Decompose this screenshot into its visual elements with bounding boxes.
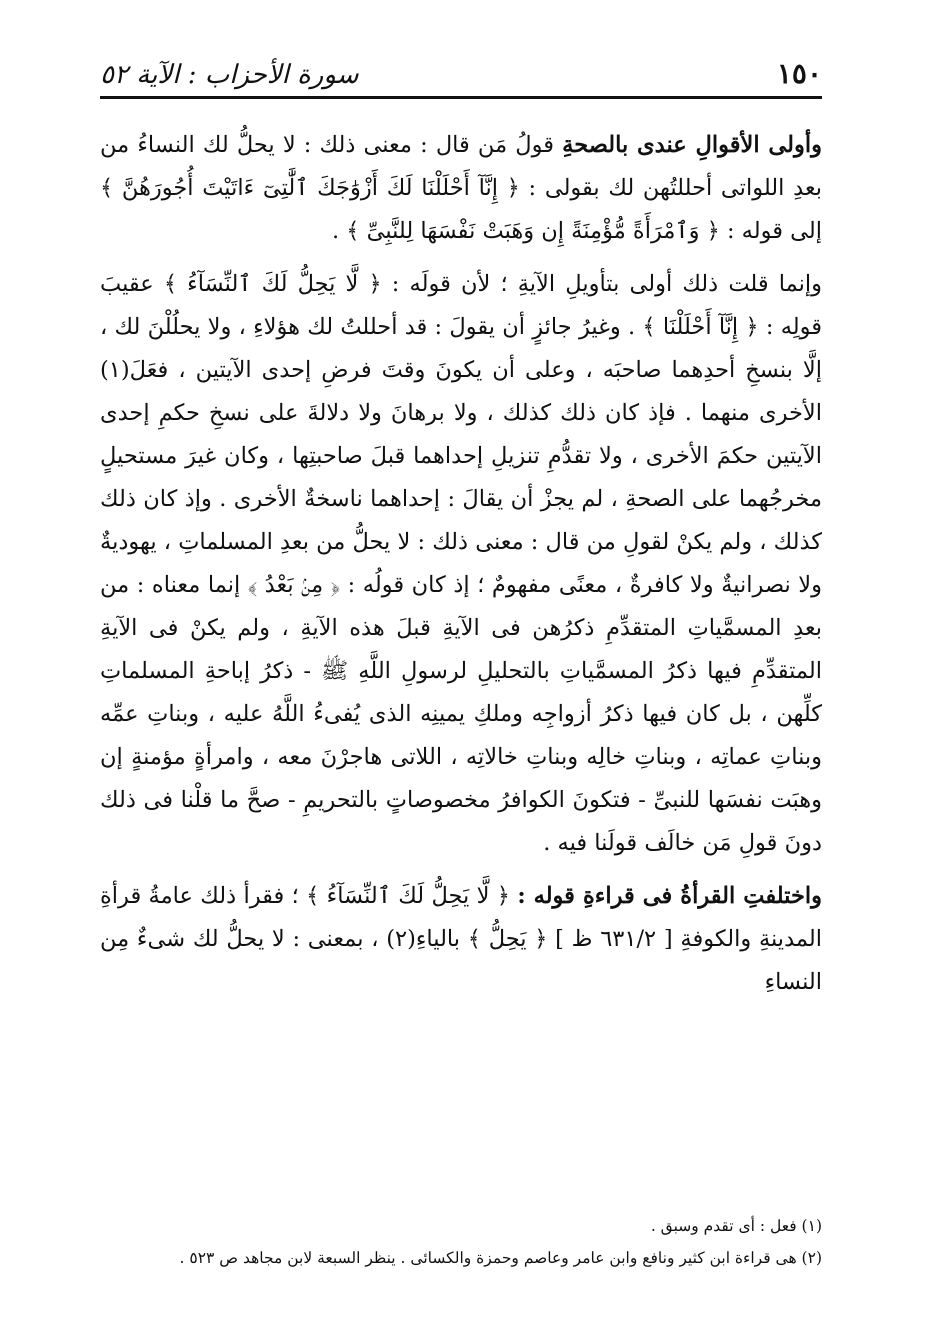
paragraph (100, 875, 822, 1004)
paragraph-lead: واختلفتِ القرأةُ فى قراءةِ قوله : (517, 883, 822, 909)
main-text (100, 124, 822, 1014)
paragraph (100, 124, 822, 253)
paragraph-text: قولُ مَن قال : معنى ذلك : لا يحلُّ لك النساءُ من بعدِ اللواتى أحللتُهن لك بقولى : ﴿ إِنَّآ أَحْلَلْنَا لَكَ أَزْوَٰجَكَ ٱلَّٰتِىٓ ءَاتَيْتَ أُجُورَهُنَّ ﴾ إلى قوله : ﴿ وَٱمْرَأَةً مُّؤْمِنَةً إِن وَهَبَتْ نَفْسَهَا لِلنَّبِىِّ ﴾ . (100, 132, 822, 244)
paragraph-lead: وأولى الأقوالِ عندى بالصحةِ (562, 132, 822, 158)
page-header (100, 42, 822, 90)
footnote: (١) فعل : أى تقدم وسبق . (650, 1217, 822, 1235)
page-number: ١٥٠ (776, 57, 822, 90)
footnotes (100, 1210, 822, 1274)
header-rule (100, 96, 822, 99)
footnote: (٢) هى قراءة ابن كثير ونافع وابن عامر وعاصم وحمزة والكسائى . ينظر السبعة لابن مجاهد ص ٥٢٣ . (179, 1249, 822, 1267)
running-title: سورة الأحزاب : الآية ٥٢ (100, 60, 359, 90)
paragraph-text: وإنما قلت ذلك أولى بتأويلِ الآيةِ ؛ لأن قولَه : ﴿ لَّا يَحِلُّ لَكَ ٱلنِّسَآءُ ﴾ عقيبَ قولِه : ﴿ إِنَّآ أَحْلَلْنَا ﴾ . وغيرُ جائزٍ أن يقولَ : قد أحللتُ لك هؤلاءِ ، ولا يحلُلْنَ لك ، إلَّا بنسخِ أحدِهما صاحبَه ، وعلى أن يكونَ وقتَ فرضِ إحدى الآيتين ، فعَلَ(١) الأخرى منهما . فإذ كان ذلك كذلك ، ولا برهانَ ولا دلالةَ على نسخِ حكمِ إحدى الآيتين حكمَ الأخرى ، ولا تقدُّمِ تنزيلِ إحداهما قبلَ صاحبتِها ، وكان غيرَ مستحيلٍ مخرجُهما على الصحةِ ، لم يجزْ أن يقالَ : إحداهما ناسخةٌ الأخرى . وإذ كان ذلك كذلك ، ولم يكنْ لقولِ من قال : معنى ذلك : لا يحلُّ من بعدِ المسلماتِ ، يهوديةٌ ولا نصرانيةٌ ولا كافرةٌ ، معنًى مفهومٌ ؛ إذ كان قولُه : ﴿ مِنۢ بَعْدُ ﴾ إنما معناه : من بعدِ المسمَّياتِ المتقدِّمِ ذكرُهن فى الآيةِ قبلَ هذه الآيةِ ، ولم يكنْ فى الآيةِ المتقدِّمِ فيها ذكرُ المسمَّياتِ بالتحليلِ لرسولِ اللَّهِ ﷺ - ذكرُ إباحةِ المسلماتِ كلِّهن ، بل كان فيها ذكرُ أزواجِه وملكِ يمينِه الذى يُفىءُ اللَّهُ عليه ، وبناتِ عمِّه وبناتِ عماتِه ، وبناتِ خالِه وبناتِ خالاتِه ، اللاتى هاجرْنَ معه ، وامرأةٍ مؤمنةٍ إن وهبَت نفسَها للنبىِّ - فتكونَ الكوافرُ مخصوصاتٍ بالتحريمِ - صحَّ ما قلْنا فى ذلك دونَ قولِ مَن خالَف قولَنا فيه . (100, 271, 822, 856)
paragraph-text: ﴿ لَّا يَحِلُّ لَكَ ٱلنِّسَآءُ ﴾ ؛ فقرأ ذلك عامةُ قرأةِ المدينةِ والكوفةِ [ ٦٣١/٢ ظ ] ﴿ يَحِلُّ ﴾ بالياءِ(٢) ، بمعنى : لا يحلُّ لك شىءٌ مِن النساءِ (100, 883, 822, 995)
paragraph (100, 263, 822, 865)
